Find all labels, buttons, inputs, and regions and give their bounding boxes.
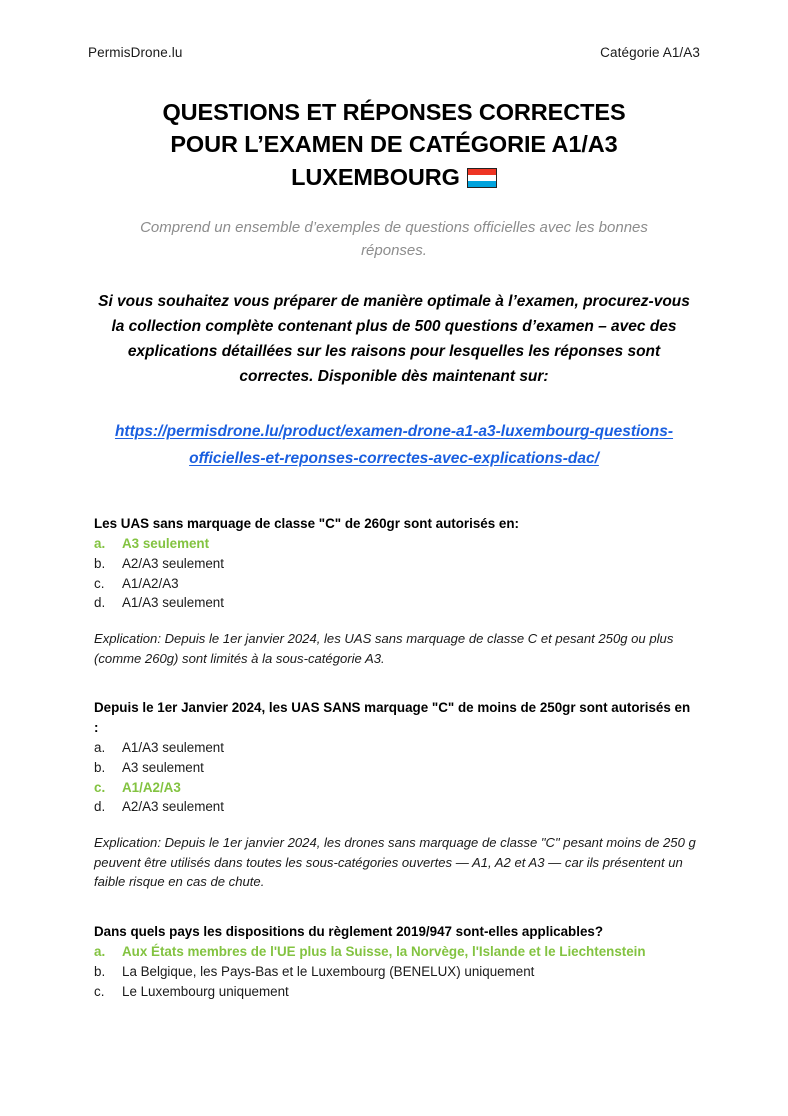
answer-marker: b. <box>94 555 106 571</box>
document-header <box>88 44 700 62</box>
answer-options <box>88 738 700 817</box>
answer-marker: b. <box>94 759 106 775</box>
product-link-wrapper <box>114 419 674 472</box>
answer-marker: b. <box>94 964 106 980</box>
answer-option-correct[interactable] <box>88 534 700 554</box>
answer-marker: a. <box>94 740 106 756</box>
title-block <box>88 96 700 195</box>
answer-options <box>88 534 700 613</box>
title-line-1: QUESTIONS ET RÉPONSES CORRECTES <box>162 98 626 125</box>
promo-paragraph: Si vous souhaitez vous préparer de manière optimale à l’examen, procurez-vous la collection complète contenant plus de 500 questions d’examen – avec des explications détaillées sur les raisons pour lesquelles les réponses sont correctes. Disponible dès maintenant sur: <box>98 292 690 386</box>
answer-text: A2/A3 seulement <box>122 799 224 815</box>
question-block <box>88 514 700 669</box>
answer-option[interactable] <box>88 738 700 758</box>
answer-option-correct[interactable] <box>88 942 700 962</box>
subtitle: Comprend un ensemble d’exemples de questions officielles avec les bonnes réponses. <box>140 219 648 260</box>
answer-options <box>88 942 700 1001</box>
answer-option[interactable] <box>88 758 700 778</box>
answer-marker: d. <box>94 595 106 611</box>
page-title <box>88 96 700 195</box>
answer-option[interactable] <box>88 554 700 574</box>
answer-marker: c. <box>94 779 106 795</box>
section-spacer <box>88 672 700 698</box>
answer-marker: a. <box>94 944 106 960</box>
product-link[interactable]: https://permisdrone.lu/product/examen-drone-a1-a3-luxembourg-questions-officielles-et-reponses-correctes-avec-explications-dac/ <box>114 423 674 467</box>
question-block <box>88 698 700 892</box>
answer-text: A1/A3 seulement <box>122 595 224 611</box>
answer-text: La Belgique, les Pays-Bas et le Luxembourg (BENELUX) uniquement <box>122 964 535 980</box>
answer-option[interactable] <box>88 797 700 817</box>
question-text: Depuis le 1er Janvier 2024, les UAS SANS marquage "C" de moins de 250gr sont autorisés en : <box>94 700 691 735</box>
explanation-text: Explication: Depuis le 1er janvier 2024, les UAS sans marquage de classe C et pesant 250g ou plus (comme 260g) sont limités à la sous-catégorie A3. <box>94 631 674 666</box>
answer-text: Le Luxembourg uniquement <box>122 983 289 999</box>
answer-text: A2/A3 seulement <box>122 555 224 571</box>
explanation-text: Explication: Depuis le 1er janvier 2024, les drones sans marquage de classe "C" pesant moins de 250 g peuvent être utilisés dans toutes les sous-catégories ouvertes — A1, A2 et A3 — car ils présentent un faible risque en cas de chute. <box>94 835 696 890</box>
luxembourg-flag-icon <box>467 168 497 188</box>
answer-text: A3 seulement <box>122 759 204 775</box>
header-brand: PermisDrone.lu <box>88 45 183 60</box>
questions-list <box>88 514 700 1002</box>
answer-marker: d. <box>94 799 106 815</box>
question-text: Dans quels pays les dispositions du règlement 2019/947 sont-elles applicables? <box>94 923 604 939</box>
answer-marker: a. <box>94 536 106 552</box>
title-line-3: LUXEMBOURG <box>291 164 460 191</box>
header-category: Catégorie A1/A3 <box>600 45 700 60</box>
answer-text: A1/A3 seulement <box>122 740 224 756</box>
answer-text: Aux États membres de l'UE plus la Suisse, la Norvège, l'Islande et le Liechtenstein <box>122 944 646 960</box>
answer-option[interactable] <box>88 962 700 982</box>
section-spacer <box>88 896 700 922</box>
answer-option[interactable] <box>88 574 700 594</box>
answer-text: A3 seulement <box>122 536 210 552</box>
answer-text: A1/A2/A3 <box>122 575 179 591</box>
answer-marker: c. <box>94 575 105 591</box>
answer-marker: c. <box>94 983 105 999</box>
question-block <box>88 922 700 1002</box>
answer-option[interactable] <box>88 593 700 613</box>
title-line-2: POUR L’EXAMEN DE CATÉGORIE A1/A3 <box>170 131 618 158</box>
answer-option-correct[interactable] <box>88 778 700 798</box>
answer-option[interactable] <box>88 982 700 1002</box>
question-text: Les UAS sans marquage de classe "C" de 260gr sont autorisés en: <box>94 515 519 531</box>
answer-text: A1/A2/A3 <box>122 779 181 795</box>
